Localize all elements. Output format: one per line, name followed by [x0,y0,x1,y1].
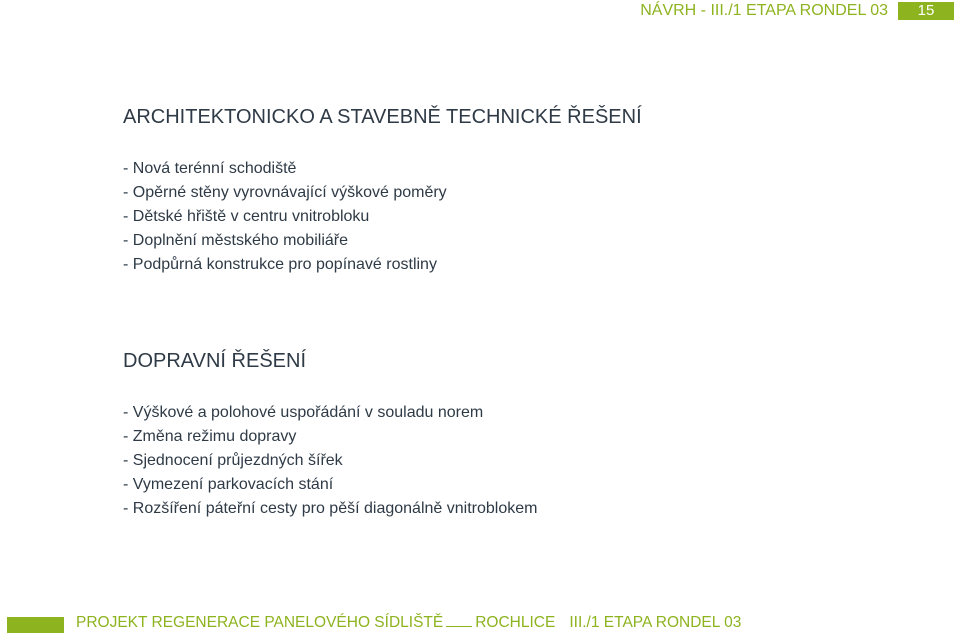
footer-project-text: PROJEKT REGENERACE PANELOVÉHO SÍDLIŠTĚ [76,614,444,631]
section-heading-transport: DOPRAVNÍ ŘEŠENÍ [123,350,306,372]
footer-separator-line [446,614,472,627]
page-number-badge: 15 [898,2,954,20]
transport-list [123,401,537,521]
footer-project-place: ROCHLICE [475,614,556,631]
list-item: - Nová terénní schodiště [123,160,297,177]
list-item: - Výškové a polohové uspořádání v souladu norem [123,404,484,421]
list-item: - Změna režimu dopravy [123,428,297,445]
list-item: - Podpůrná konstrukce pro popínavé rostliny [123,256,437,273]
list-item: - Rozšíření páteřní cesty pro pěší diagonálně vnitroblokem [123,500,538,517]
header-title: NÁVRH - III./1 ETAPA RONDEL 03 [640,2,888,19]
architecture-list [123,157,447,277]
section-heading-architecture: ARCHITEKTONICKO A STAVEBNĚ TECHNICKÉ ŘEŠENÍ [123,106,642,128]
footer-text [76,614,741,632]
list-item: - Vymezení parkovacích stání [123,476,334,493]
list-item: - Opěrné stěny vyrovnávající výškové poměry [123,184,447,201]
list-item: - Doplnění městského mobiliáře [123,232,348,249]
footer-stage-text: III./1 ETAPA RONDEL 03 [569,614,742,631]
footer-accent-bar [7,617,64,633]
list-item: - Dětské hřiště v centru vnitrobloku [123,208,370,225]
list-item: - Sjednocení průjezdných šířek [123,452,343,469]
